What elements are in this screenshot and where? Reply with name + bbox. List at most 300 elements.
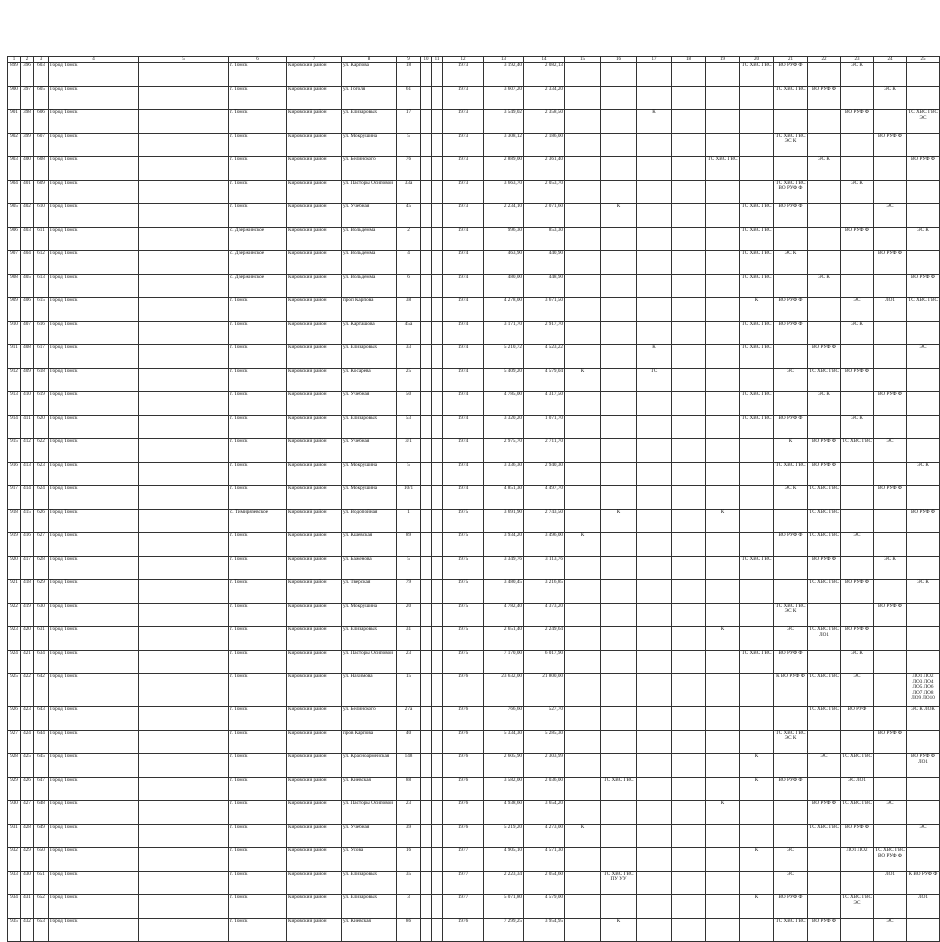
cell-col-22 bbox=[808, 133, 841, 157]
cell-col-5 bbox=[139, 251, 229, 275]
cell-col-6: г. Томск bbox=[229, 603, 287, 627]
cell-col-24 bbox=[874, 650, 907, 674]
cell-col-22 bbox=[808, 415, 841, 439]
cell-col-1: 915 bbox=[8, 439, 21, 463]
cell-col-5 bbox=[139, 824, 229, 848]
cell-col-19 bbox=[706, 415, 740, 439]
cell-col-4: Город Томск bbox=[49, 345, 139, 369]
cell-col-24 bbox=[874, 180, 907, 204]
table-row bbox=[8, 918, 940, 942]
cell-col-17 bbox=[637, 63, 672, 87]
cell-col-18 bbox=[672, 345, 706, 369]
cell-col-3: 653 bbox=[34, 918, 49, 942]
cell-col-16 bbox=[601, 110, 637, 134]
cell-col-25: ВО РУФ Ф bbox=[907, 274, 940, 298]
cell-col-17 bbox=[637, 707, 672, 731]
cell-col-8: ул. Елизаровых bbox=[342, 345, 397, 369]
cell-col-14: 4 579,04 bbox=[524, 368, 565, 392]
cell-col-8: ул. Мокрушина bbox=[342, 486, 397, 510]
cell-col-3: 634 bbox=[34, 650, 49, 674]
cell-col-16 bbox=[601, 298, 637, 322]
cell-col-21 bbox=[774, 110, 808, 134]
cell-col-25 bbox=[907, 777, 940, 801]
cell-col-11 bbox=[432, 157, 443, 181]
table-row bbox=[8, 462, 940, 486]
cell-col-6: г. Томск bbox=[229, 754, 287, 778]
cell-col-3: 631 bbox=[34, 627, 49, 651]
cell-col-4: Город Томск bbox=[49, 462, 139, 486]
cell-col-23: ЭС ЛО1 bbox=[841, 777, 874, 801]
cell-col-3: 611 bbox=[34, 227, 49, 251]
table-row bbox=[8, 627, 940, 651]
cell-col-13: 5 334,30 bbox=[484, 730, 524, 754]
cell-col-11 bbox=[432, 110, 443, 134]
cell-col-24 bbox=[874, 674, 907, 707]
cell-col-8: ул. Баженова bbox=[342, 556, 397, 580]
cell-col-14: 527,70 bbox=[524, 707, 565, 731]
cell-col-20: ТС ХВС ГВС bbox=[740, 556, 774, 580]
cell-col-20: К bbox=[740, 895, 774, 919]
cell-col-24: ЭС К bbox=[874, 86, 907, 110]
cell-col-3: 626 bbox=[34, 509, 49, 533]
cell-col-17 bbox=[637, 415, 672, 439]
cell-col-23: ВО РУФ Ф bbox=[841, 368, 874, 392]
cell-col-24: ВО РУФ Ф bbox=[874, 730, 907, 754]
cell-col-20 bbox=[740, 580, 774, 604]
cell-col-6: г. Томск bbox=[229, 707, 287, 731]
cell-col-8: ул. Красноармейская bbox=[342, 754, 397, 778]
cell-col-12: 1973 bbox=[443, 63, 484, 87]
cell-col-4: Город Томск bbox=[49, 86, 139, 110]
cell-col-5 bbox=[139, 110, 229, 134]
cell-col-19 bbox=[706, 650, 740, 674]
cell-col-24 bbox=[874, 157, 907, 181]
cell-col-15 bbox=[565, 674, 601, 707]
table-row bbox=[8, 824, 940, 848]
cell-col-22 bbox=[808, 730, 841, 754]
cell-col-1: 923 bbox=[8, 627, 21, 651]
cell-col-25: ЭС К ЛОК bbox=[907, 707, 940, 731]
cell-col-13: 3 934,20 bbox=[484, 533, 524, 557]
cell-col-8: ул. Белинского bbox=[342, 157, 397, 181]
cell-col-4: Город Томск bbox=[49, 368, 139, 392]
cell-col-24 bbox=[874, 321, 907, 345]
cell-col-14: 3 113,76 bbox=[524, 556, 565, 580]
cell-col-24 bbox=[874, 227, 907, 251]
cell-col-12: 1974 bbox=[443, 345, 484, 369]
cell-col-15 bbox=[565, 871, 601, 895]
cell-col-12: 1975 bbox=[443, 580, 484, 604]
cell-col-3: 607 bbox=[34, 133, 49, 157]
cell-col-23: ЭС К bbox=[841, 63, 874, 87]
cell-col-14: 3 671,50 bbox=[524, 298, 565, 322]
cell-col-10 bbox=[421, 345, 432, 369]
cell-col-11 bbox=[432, 674, 443, 707]
cell-col-24 bbox=[874, 110, 907, 134]
cell-col-22 bbox=[808, 298, 841, 322]
cell-col-14: 2 186,00 bbox=[524, 133, 565, 157]
cell-col-5 bbox=[139, 895, 229, 919]
cell-col-8: ул. Елизаровых bbox=[342, 895, 397, 919]
cell-col-21: ВО РУФ Ф bbox=[774, 533, 808, 557]
cell-col-9: 18 bbox=[397, 63, 421, 87]
cell-col-1: 910 bbox=[8, 321, 21, 345]
cell-col-8: ул. Вольдемма bbox=[342, 274, 397, 298]
cell-col-21 bbox=[774, 392, 808, 416]
cell-col-6: г. Томск bbox=[229, 730, 287, 754]
cell-col-9: 1 bbox=[397, 509, 421, 533]
cell-col-16 bbox=[601, 157, 637, 181]
table-row bbox=[8, 110, 940, 134]
cell-col-1: 934 bbox=[8, 895, 21, 919]
cell-col-22 bbox=[808, 777, 841, 801]
cell-col-23: ВО РУФ Ф bbox=[841, 824, 874, 848]
cell-col-6: г. Томск bbox=[229, 298, 287, 322]
cell-col-12: 1973 bbox=[443, 204, 484, 228]
cell-col-8: ул. Нахимова bbox=[342, 674, 397, 707]
register-table bbox=[7, 56, 940, 942]
cell-col-23 bbox=[841, 871, 874, 895]
cell-col-19 bbox=[706, 556, 740, 580]
cell-col-25: ЭС К bbox=[907, 462, 940, 486]
cell-col-18 bbox=[672, 133, 706, 157]
cell-col-22: ВО РУФ Ф bbox=[808, 86, 841, 110]
cell-col-17 bbox=[637, 848, 672, 872]
cell-col-6: с. Дзержинское bbox=[229, 227, 287, 251]
cell-col-19 bbox=[706, 754, 740, 778]
cell-col-23: ТС ХВС ГВС bbox=[841, 801, 874, 825]
cell-col-17 bbox=[637, 650, 672, 674]
cell-col-8: ул. Киевская bbox=[342, 777, 397, 801]
cell-col-25 bbox=[907, 321, 940, 345]
cell-col-20 bbox=[740, 133, 774, 157]
cell-col-17 bbox=[637, 533, 672, 557]
cell-col-18 bbox=[672, 674, 706, 707]
cell-col-21 bbox=[774, 556, 808, 580]
cell-col-25: ЛО1 ЛО2 ЛО3 ЛО4 ЛО5 ЛО6 ЛО7 ЛО8 ЛО9 ЛО10 bbox=[907, 674, 940, 707]
cell-col-19 bbox=[706, 368, 740, 392]
cell-col-14: 853,30 bbox=[524, 227, 565, 251]
column-number-23: 23 bbox=[841, 57, 874, 63]
cell-col-4: Город Томск bbox=[49, 533, 139, 557]
column-number-8: 8 bbox=[342, 57, 397, 63]
cell-col-14: 3 496,00 bbox=[524, 533, 565, 557]
cell-col-23: ВО РУФ Ф bbox=[841, 227, 874, 251]
cell-col-3: 627 bbox=[34, 533, 49, 557]
cell-col-9: 61 bbox=[397, 86, 421, 110]
cell-col-1: 924 bbox=[8, 650, 21, 674]
cell-col-17 bbox=[637, 204, 672, 228]
cell-col-24 bbox=[874, 368, 907, 392]
cell-col-5 bbox=[139, 298, 229, 322]
cell-col-4: Город Томск bbox=[49, 110, 139, 134]
cell-col-1: 925 bbox=[8, 674, 21, 707]
column-number-2: 2 bbox=[21, 57, 34, 63]
cell-col-5 bbox=[139, 274, 229, 298]
cell-col-21: ЭС bbox=[774, 871, 808, 895]
cell-col-1: 917 bbox=[8, 486, 21, 510]
cell-col-17 bbox=[637, 392, 672, 416]
cell-col-11 bbox=[432, 707, 443, 731]
cell-col-23: ЭС К bbox=[841, 415, 874, 439]
cell-col-17 bbox=[637, 730, 672, 754]
cell-col-21: ТС ХВС ГВС ЭС К bbox=[774, 133, 808, 157]
cell-col-9: 40 bbox=[397, 730, 421, 754]
cell-col-20: ТС ХВС ГВС bbox=[740, 392, 774, 416]
cell-col-12: 1975 bbox=[443, 650, 484, 674]
cell-col-18 bbox=[672, 439, 706, 463]
cell-col-22 bbox=[808, 110, 841, 134]
cell-col-4: Город Томск bbox=[49, 180, 139, 204]
cell-col-15 bbox=[565, 439, 601, 463]
cell-col-20: ТС ХВС ГВС bbox=[740, 415, 774, 439]
cell-col-10 bbox=[421, 274, 432, 298]
cell-col-23: ЛО1 ЛО2 bbox=[841, 848, 874, 872]
cell-col-22: ТС ХВС ГВС bbox=[808, 486, 841, 510]
cell-col-21: К bbox=[774, 439, 808, 463]
cell-col-16 bbox=[601, 486, 637, 510]
cell-col-12: 1974 bbox=[443, 227, 484, 251]
cell-col-17 bbox=[637, 274, 672, 298]
cell-col-20 bbox=[740, 439, 774, 463]
cell-col-14: 3 654,20 bbox=[524, 801, 565, 825]
cell-col-24: ЛО1 bbox=[874, 298, 907, 322]
cell-col-16 bbox=[601, 462, 637, 486]
table-row bbox=[8, 368, 940, 392]
cell-col-19: К bbox=[706, 509, 740, 533]
cell-col-13: 3 663,70 bbox=[484, 180, 524, 204]
cell-col-13: 4 905,10 bbox=[484, 848, 524, 872]
cell-col-22: ВО РУФ Ф bbox=[808, 556, 841, 580]
cell-col-14: 2 071,60 bbox=[524, 204, 565, 228]
cell-col-22: ТС ХВС ГВС bbox=[808, 509, 841, 533]
cell-col-19 bbox=[706, 86, 740, 110]
cell-col-20 bbox=[740, 918, 774, 942]
cell-col-25: ЭС К bbox=[907, 227, 940, 251]
cell-col-22: ТС ХВС ГВС bbox=[808, 580, 841, 604]
cell-col-24: ВО РУФ Ф bbox=[874, 392, 907, 416]
cell-col-14: 2 249,64 bbox=[524, 627, 565, 651]
cell-col-20: К bbox=[740, 777, 774, 801]
cell-col-17 bbox=[637, 251, 672, 275]
cell-col-8: ул. Вольдемма bbox=[342, 227, 397, 251]
cell-col-12: 1973 bbox=[443, 133, 484, 157]
column-number-12: 12 bbox=[443, 57, 484, 63]
cell-col-14: 21 800,00 bbox=[524, 674, 565, 707]
cell-col-6: г. Томск bbox=[229, 848, 287, 872]
cell-col-23 bbox=[841, 730, 874, 754]
cell-col-24 bbox=[874, 509, 907, 533]
cell-col-23 bbox=[841, 486, 874, 510]
cell-col-25 bbox=[907, 63, 940, 87]
cell-col-4: Город Томск bbox=[49, 251, 139, 275]
cell-col-11 bbox=[432, 730, 443, 754]
cell-col-19 bbox=[706, 133, 740, 157]
cell-col-6: г. Томск bbox=[229, 627, 287, 651]
cell-col-3: 609 bbox=[34, 180, 49, 204]
cell-col-17 bbox=[637, 486, 672, 510]
cell-col-3: 612 bbox=[34, 251, 49, 275]
cell-col-11 bbox=[432, 754, 443, 778]
cell-col-15 bbox=[565, 730, 601, 754]
cell-col-20 bbox=[740, 824, 774, 848]
cell-col-22 bbox=[808, 63, 841, 87]
cell-col-16 bbox=[601, 392, 637, 416]
cell-col-7: Кировский район bbox=[287, 730, 342, 754]
cell-col-25 bbox=[907, 918, 940, 942]
table-row bbox=[8, 871, 940, 895]
cell-col-19 bbox=[706, 392, 740, 416]
cell-col-4: Город Томск bbox=[49, 63, 139, 87]
cell-col-4: Город Томск bbox=[49, 556, 139, 580]
cell-col-10 bbox=[421, 321, 432, 345]
column-number-11: 11 bbox=[432, 57, 443, 63]
cell-col-12: 1976 bbox=[443, 801, 484, 825]
cell-col-19: К bbox=[706, 801, 740, 825]
cell-col-6: г. Томск bbox=[229, 368, 287, 392]
cell-col-12: 1974 bbox=[443, 462, 484, 486]
cell-col-19 bbox=[706, 707, 740, 731]
cell-col-25: ВО РУФ Ф bbox=[907, 509, 940, 533]
cell-col-8: ул. Косарева bbox=[342, 368, 397, 392]
cell-col-20 bbox=[740, 157, 774, 181]
cell-col-25: ТС ХВС ГВС bbox=[907, 298, 940, 322]
cell-col-1: 911 bbox=[8, 345, 21, 369]
cell-col-8: ул. Белинского bbox=[342, 707, 397, 731]
cell-col-17 bbox=[637, 439, 672, 463]
cell-col-14: 4 373,20 bbox=[524, 603, 565, 627]
cell-col-6: г. Томск bbox=[229, 86, 287, 110]
cell-col-11 bbox=[432, 345, 443, 369]
cell-col-3: 651 bbox=[34, 871, 49, 895]
table-row bbox=[8, 345, 940, 369]
cell-col-7: Кировский район bbox=[287, 86, 342, 110]
cell-col-15 bbox=[565, 895, 601, 919]
column-number-25: 25 bbox=[907, 57, 940, 63]
table-row bbox=[8, 777, 940, 801]
cell-col-5 bbox=[139, 204, 229, 228]
cell-col-8: ул. Киевская bbox=[342, 918, 397, 942]
cell-col-9: 33а bbox=[397, 180, 421, 204]
cell-col-3: 630 bbox=[34, 603, 49, 627]
table-row bbox=[8, 730, 940, 754]
cell-col-18 bbox=[672, 368, 706, 392]
cell-col-2: 405 bbox=[21, 274, 34, 298]
cell-col-16: К bbox=[601, 204, 637, 228]
cell-col-13: 3 549,02 bbox=[484, 110, 524, 134]
cell-col-17 bbox=[637, 86, 672, 110]
cell-col-9: 23 bbox=[397, 801, 421, 825]
cell-col-23: ЭС К bbox=[841, 180, 874, 204]
cell-col-21 bbox=[774, 824, 808, 848]
cell-col-3: 619 bbox=[34, 392, 49, 416]
cell-col-16 bbox=[601, 754, 637, 778]
cell-col-23: ЭС К bbox=[841, 321, 874, 345]
cell-col-16: ТС ХВС ГВС bbox=[601, 777, 637, 801]
cell-col-5 bbox=[139, 580, 229, 604]
cell-col-2: 401 bbox=[21, 180, 34, 204]
table-row bbox=[8, 674, 940, 707]
cell-col-11 bbox=[432, 533, 443, 557]
cell-col-14: 2 334,20 bbox=[524, 86, 565, 110]
cell-col-11 bbox=[432, 777, 443, 801]
cell-col-18 bbox=[672, 580, 706, 604]
cell-col-14: 2 917,70 bbox=[524, 321, 565, 345]
cell-col-20 bbox=[740, 730, 774, 754]
cell-col-17 bbox=[637, 157, 672, 181]
cell-col-11 bbox=[432, 274, 443, 298]
cell-col-5 bbox=[139, 777, 229, 801]
cell-col-17 bbox=[637, 824, 672, 848]
cell-col-24 bbox=[874, 580, 907, 604]
cell-col-11 bbox=[432, 603, 443, 627]
cell-col-11 bbox=[432, 895, 443, 919]
cell-col-25 bbox=[907, 204, 940, 228]
cell-col-19 bbox=[706, 895, 740, 919]
cell-col-13: 5 219,20 bbox=[484, 824, 524, 848]
cell-col-20: К bbox=[740, 848, 774, 872]
cell-col-19 bbox=[706, 871, 740, 895]
cell-col-17 bbox=[637, 133, 672, 157]
table-row bbox=[8, 274, 940, 298]
cell-col-15 bbox=[565, 918, 601, 942]
cell-col-9: 5 bbox=[397, 556, 421, 580]
cell-col-10 bbox=[421, 871, 432, 895]
cell-col-9: 45 bbox=[397, 204, 421, 228]
cell-col-2: 424 bbox=[21, 730, 34, 754]
cell-col-13: 4 782,40 bbox=[484, 603, 524, 627]
cell-col-5 bbox=[139, 345, 229, 369]
cell-col-13: 3 691,90 bbox=[484, 509, 524, 533]
cell-col-1: 900 bbox=[8, 86, 21, 110]
cell-col-25: ВО РУФ Ф ЛО1 bbox=[907, 754, 940, 778]
cell-col-17 bbox=[637, 556, 672, 580]
cell-col-25 bbox=[907, 730, 940, 754]
cell-col-12: 1976 bbox=[443, 824, 484, 848]
cell-col-12: 1974 bbox=[443, 274, 484, 298]
cell-col-4: Город Томск bbox=[49, 777, 139, 801]
cell-col-8: ул. Мокрушина bbox=[342, 133, 397, 157]
cell-col-5 bbox=[139, 871, 229, 895]
cell-col-25: ТС ХВС ГВС ЭС bbox=[907, 110, 940, 134]
cell-col-1: 918 bbox=[8, 509, 21, 533]
cell-col-22: ТС ХВС ГВС bbox=[808, 707, 841, 731]
cell-col-18 bbox=[672, 848, 706, 872]
cell-col-1: 920 bbox=[8, 556, 21, 580]
cell-col-15 bbox=[565, 345, 601, 369]
cell-col-23: ВО РУФ Ф bbox=[841, 627, 874, 651]
cell-col-19 bbox=[706, 580, 740, 604]
cell-col-16 bbox=[601, 274, 637, 298]
cell-col-23 bbox=[841, 603, 874, 627]
cell-col-20 bbox=[740, 801, 774, 825]
cell-col-22 bbox=[808, 871, 841, 895]
cell-col-9: 38 bbox=[397, 298, 421, 322]
cell-col-1: 931 bbox=[8, 824, 21, 848]
cell-col-3: 620 bbox=[34, 415, 49, 439]
cell-col-4: Город Томск bbox=[49, 754, 139, 778]
cell-col-15 bbox=[565, 848, 601, 872]
cell-col-17 bbox=[637, 180, 672, 204]
cell-col-10 bbox=[421, 627, 432, 651]
table-row bbox=[8, 707, 940, 731]
cell-col-19 bbox=[706, 274, 740, 298]
cell-col-15 bbox=[565, 580, 601, 604]
cell-col-11 bbox=[432, 86, 443, 110]
cell-col-2: 431 bbox=[21, 895, 34, 919]
cell-col-6: г. Томск bbox=[229, 918, 287, 942]
table-row bbox=[8, 509, 940, 533]
